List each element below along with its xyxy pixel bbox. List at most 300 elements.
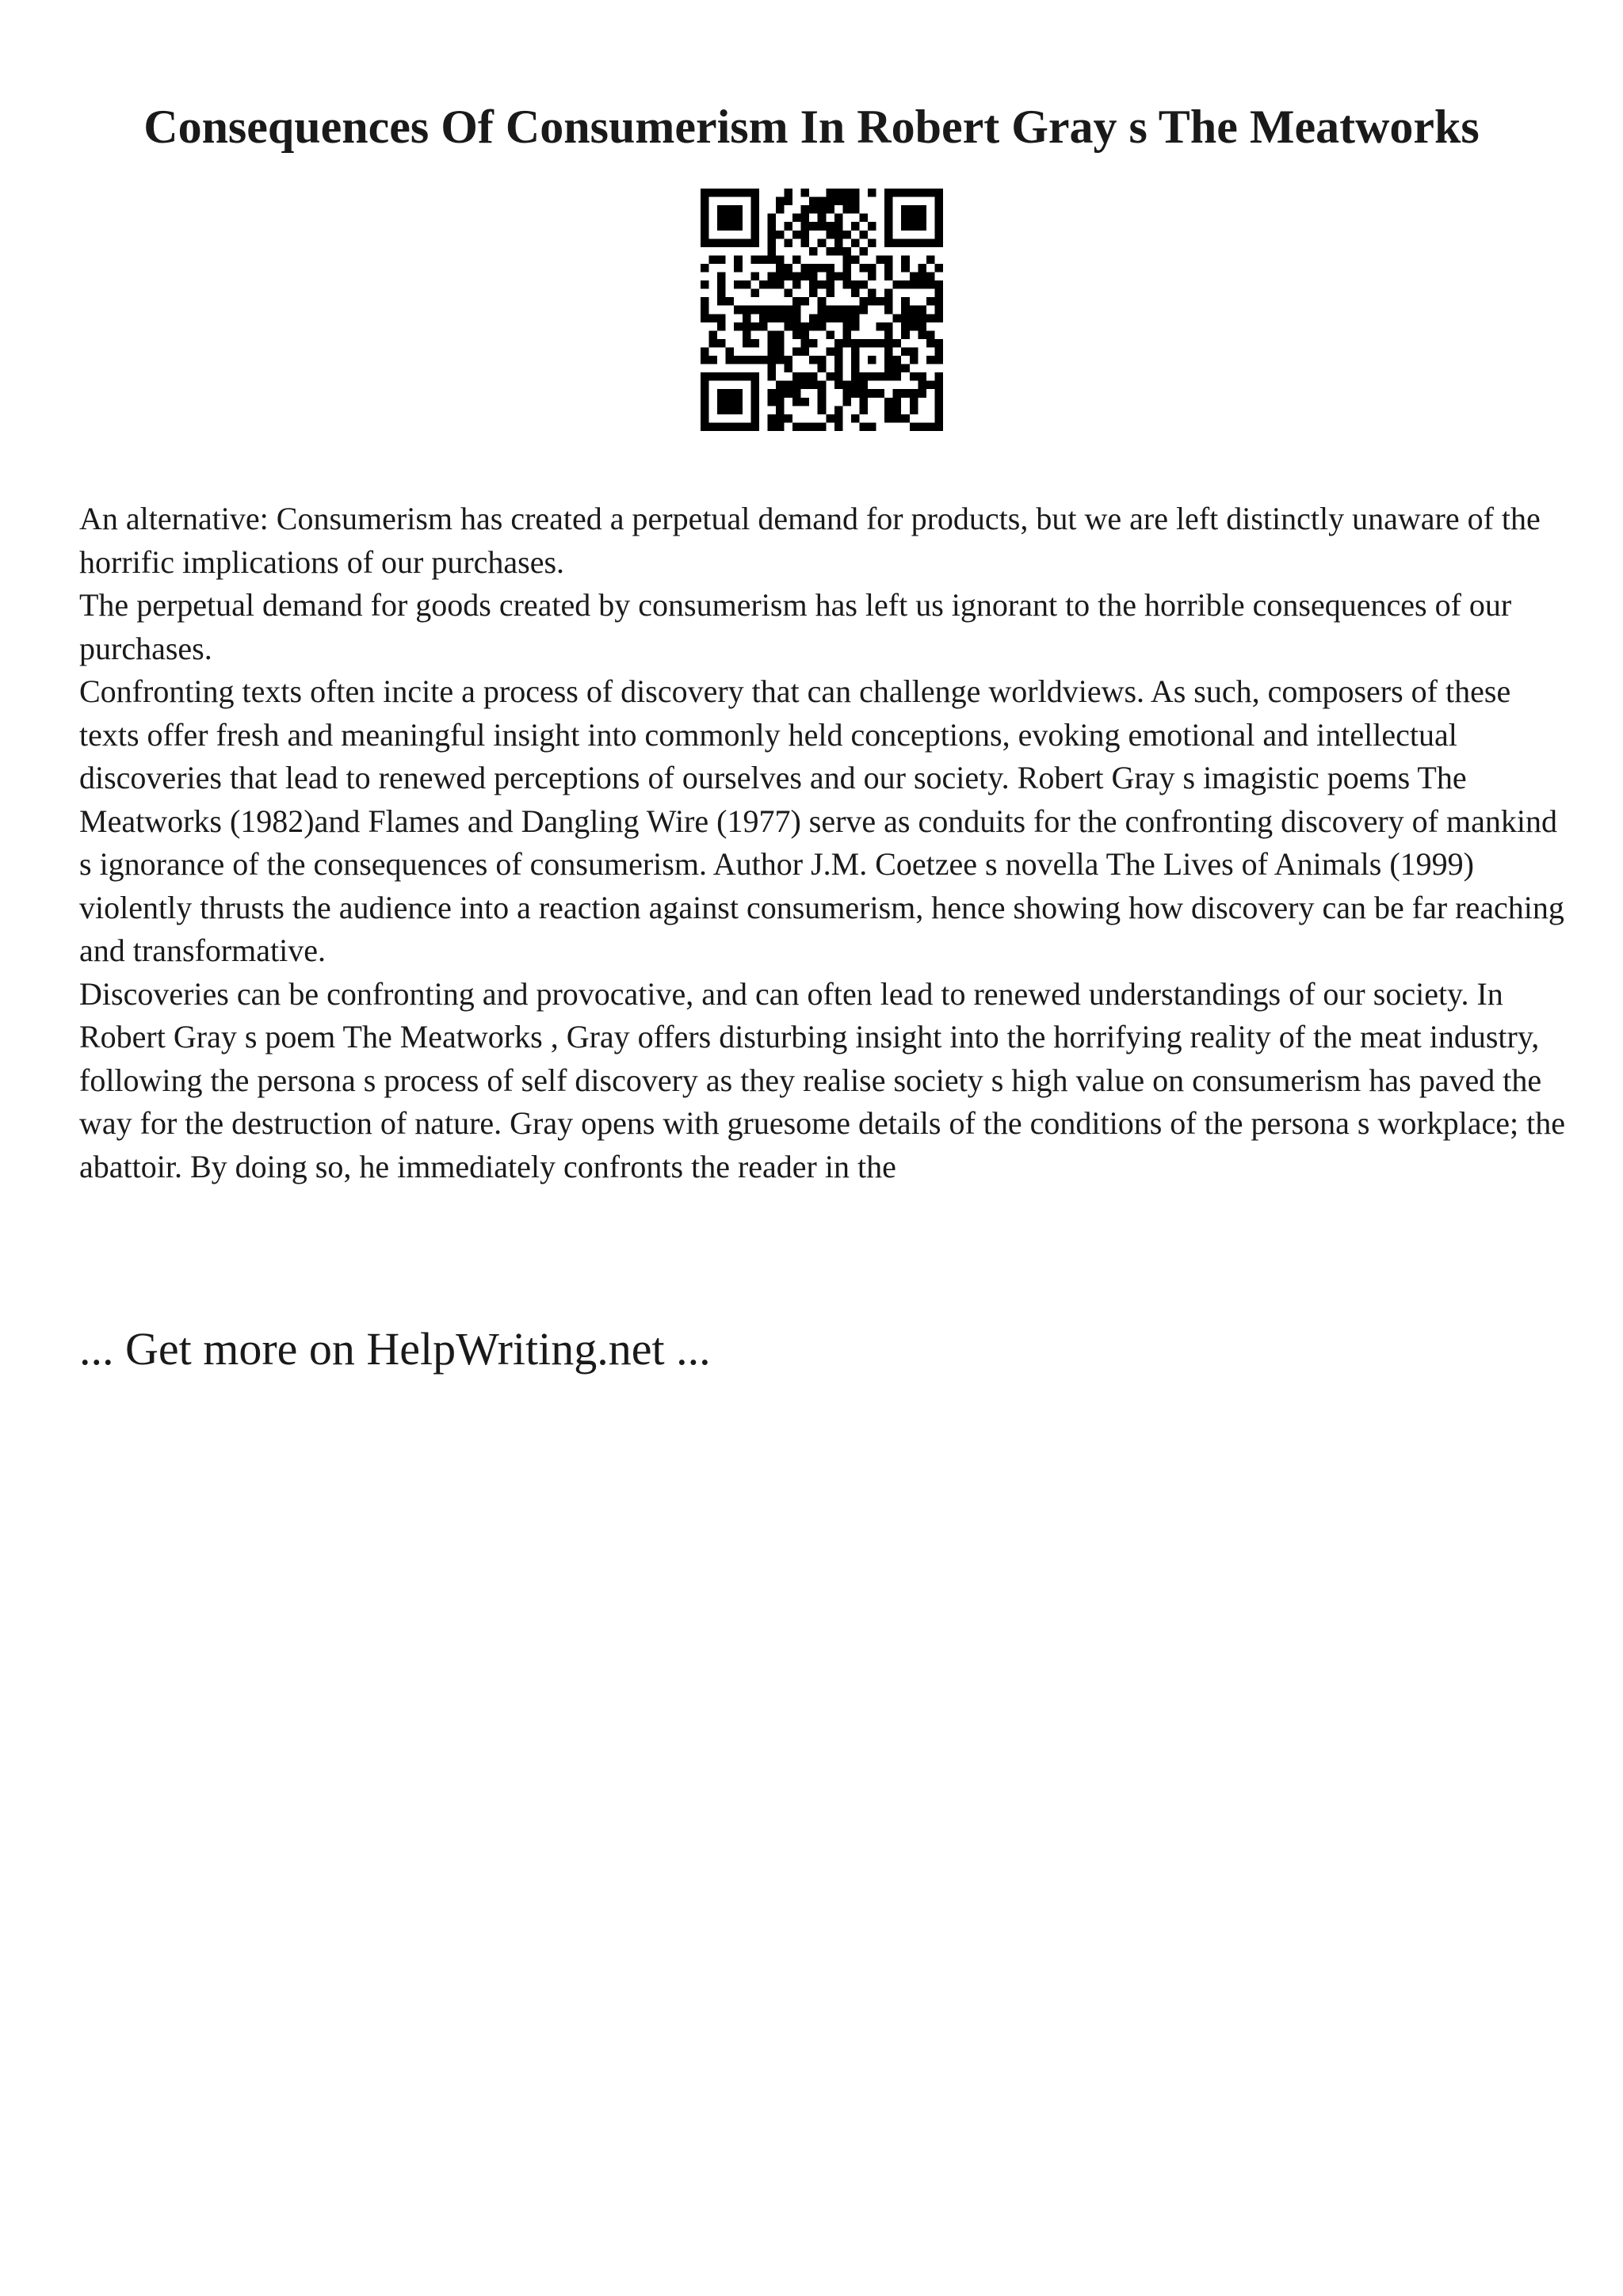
qr-module — [701, 231, 709, 239]
qr-module — [734, 255, 743, 264]
qr-module — [785, 364, 793, 373]
qr-module — [818, 389, 827, 398]
qr-module — [934, 414, 943, 423]
qr-module — [842, 273, 851, 281]
qr-module — [792, 273, 801, 281]
qr-module — [809, 264, 818, 273]
qr-module — [918, 389, 926, 398]
qr-module — [851, 205, 860, 214]
qr-module — [792, 347, 801, 356]
qr-module — [893, 372, 902, 381]
qr-module — [868, 264, 876, 273]
qr-module — [826, 414, 834, 423]
qr-module — [717, 255, 726, 264]
qr-module — [818, 197, 827, 206]
qr-module — [926, 381, 935, 390]
qr-module — [717, 406, 726, 414]
qr-module — [750, 222, 759, 231]
qr-module — [893, 389, 902, 398]
qr-module — [918, 280, 926, 289]
qr-module — [842, 205, 851, 214]
qr-module — [918, 422, 926, 431]
qr-module — [893, 398, 902, 406]
qr-module — [776, 347, 785, 356]
qr-module — [776, 339, 785, 348]
qr-module — [750, 306, 759, 315]
qr-module — [759, 280, 768, 289]
qr-module — [934, 356, 943, 364]
qr-module — [934, 231, 943, 239]
qr-module — [785, 197, 793, 206]
qr-module — [717, 314, 726, 322]
qr-module — [785, 314, 793, 322]
qr-module — [809, 381, 818, 390]
qr-module — [726, 406, 735, 414]
qr-module — [734, 372, 743, 381]
qr-module — [767, 214, 776, 223]
qr-module — [901, 255, 910, 264]
qr-module — [926, 189, 935, 197]
qr-module — [901, 205, 910, 214]
qr-module — [785, 306, 793, 315]
qr-module — [826, 189, 834, 197]
qr-module — [918, 372, 926, 381]
qr-module — [859, 297, 868, 306]
qr-module — [859, 381, 868, 390]
qr-module — [842, 339, 851, 348]
qr-module — [750, 255, 759, 264]
qr-module — [901, 330, 910, 339]
qr-module — [884, 339, 893, 348]
qr-module — [918, 273, 926, 281]
qr-module — [868, 289, 876, 298]
qr-module — [734, 264, 743, 273]
qr-module — [776, 264, 785, 273]
qr-module — [701, 414, 709, 423]
qr-module — [776, 273, 785, 281]
qr-module — [834, 314, 843, 322]
qr-module — [785, 273, 793, 281]
qr-module — [834, 273, 843, 281]
qr-module — [767, 247, 776, 256]
qr-module — [801, 339, 810, 348]
qr-module — [851, 381, 860, 390]
qr-module — [901, 297, 910, 306]
qr-module — [859, 214, 868, 223]
qr-module — [934, 189, 943, 197]
qr-module — [918, 314, 926, 322]
qr-module — [926, 339, 935, 348]
qr-module — [701, 398, 709, 406]
qr-module — [876, 322, 885, 331]
qr-module — [884, 222, 893, 231]
qr-module — [792, 297, 801, 306]
qr-module — [884, 406, 893, 414]
qr-module — [717, 238, 726, 247]
qr-module — [884, 364, 893, 373]
qr-module — [734, 389, 743, 398]
qr-module — [818, 398, 827, 406]
qr-module — [743, 422, 751, 431]
qr-module — [842, 389, 851, 398]
qr-module — [834, 347, 843, 356]
qr-module — [842, 314, 851, 322]
qr-module — [734, 398, 743, 406]
qr-module — [801, 347, 810, 356]
qr-module — [884, 214, 893, 223]
qr-module — [910, 389, 918, 398]
qr-module — [834, 372, 843, 381]
qr-module — [709, 330, 718, 339]
qr-module — [934, 339, 943, 348]
qr-module — [792, 280, 801, 289]
qr-module — [884, 273, 893, 281]
qr-module — [767, 414, 776, 423]
qr-module — [743, 339, 751, 348]
qr-module — [792, 398, 801, 406]
qr-module — [701, 356, 709, 364]
qr-module — [926, 314, 935, 322]
qr-module — [893, 414, 902, 423]
qr-module — [851, 289, 860, 298]
qr-module — [901, 238, 910, 247]
qr-module — [893, 238, 902, 247]
qr-module — [842, 322, 851, 331]
qr-module — [826, 289, 834, 298]
qr-module — [809, 197, 818, 206]
qr-module — [759, 356, 768, 364]
qr-module — [759, 322, 768, 331]
qr-module — [934, 214, 943, 223]
qr-module — [884, 231, 893, 239]
qr-module — [859, 231, 868, 239]
qr-module — [801, 330, 810, 339]
qr-module — [884, 264, 893, 273]
qr-module — [809, 339, 818, 348]
qr-module — [910, 273, 918, 281]
qr-module — [726, 356, 735, 364]
qr-module — [701, 214, 709, 223]
qr-module — [934, 306, 943, 315]
qr-module — [701, 280, 709, 289]
qr-module — [726, 372, 735, 381]
qr-module — [750, 381, 759, 390]
qr-module — [826, 264, 834, 273]
qr-module — [842, 330, 851, 339]
qr-module — [701, 222, 709, 231]
qr-module — [910, 398, 918, 406]
qr-module — [901, 389, 910, 398]
qr-module — [809, 356, 818, 364]
qr-module — [734, 222, 743, 231]
qr-module — [934, 389, 943, 398]
qr-module — [809, 273, 818, 281]
qr-module — [750, 414, 759, 423]
qr-module — [918, 222, 926, 231]
qr-module — [884, 322, 893, 331]
qr-module — [842, 255, 851, 264]
qr-module — [918, 322, 926, 331]
qr-module — [842, 247, 851, 256]
qr-module — [701, 189, 709, 197]
qr-module — [767, 372, 776, 381]
qr-module — [826, 330, 834, 339]
qr-module — [743, 280, 751, 289]
qr-module — [851, 238, 860, 247]
qr-module — [910, 189, 918, 197]
qr-module — [792, 314, 801, 322]
qr-module — [726, 389, 735, 398]
qr-module — [701, 264, 709, 273]
qr-module — [884, 238, 893, 247]
qr-module — [842, 189, 851, 197]
qr-module — [851, 389, 860, 398]
qr-module — [809, 205, 818, 214]
qr-module — [826, 273, 834, 281]
qr-module — [717, 205, 726, 214]
qr-module — [934, 372, 943, 381]
qr-module — [809, 280, 818, 289]
qr-module — [851, 372, 860, 381]
qr-module — [709, 339, 718, 348]
qr-module — [767, 330, 776, 339]
qr-module — [734, 214, 743, 223]
qr-module — [893, 339, 902, 348]
qr-module — [834, 231, 843, 239]
qr-module — [792, 389, 801, 398]
qr-module — [934, 381, 943, 390]
qr-module — [701, 238, 709, 247]
qr-module — [901, 189, 910, 197]
qr-module — [868, 422, 876, 431]
qr-module — [776, 197, 785, 206]
qr-module — [926, 255, 935, 264]
qr-module — [717, 289, 726, 298]
qr-module — [801, 322, 810, 331]
qr-module — [785, 238, 793, 247]
qr-module — [701, 381, 709, 390]
qr-module — [776, 406, 785, 414]
qr-module — [826, 197, 834, 206]
qr-module — [743, 306, 751, 315]
qr-module — [859, 247, 868, 256]
qr-module — [785, 189, 793, 197]
paragraph-1: An alternative: Consumerism has created a perpetual demand for products, but we are left distinctly unaware of the horrific implications of our purchases. — [79, 501, 1541, 580]
qr-module — [851, 322, 860, 331]
qr-module — [918, 306, 926, 315]
qr-module — [792, 214, 801, 223]
qr-module — [750, 398, 759, 406]
qr-module — [868, 222, 876, 231]
qr-module — [934, 422, 943, 431]
qr-module — [834, 406, 843, 414]
qr-module — [826, 347, 834, 356]
qr-module — [818, 205, 827, 214]
qr-module — [901, 222, 910, 231]
get-more-link[interactable]: ... Get more on HelpWriting.net ... — [79, 1323, 711, 1375]
qr-module — [701, 406, 709, 414]
qr-module — [901, 314, 910, 322]
qr-module — [818, 356, 827, 364]
qr-module — [801, 398, 810, 406]
qr-module — [851, 306, 860, 315]
qr-module — [859, 398, 868, 406]
qr-module — [776, 381, 785, 390]
qr-module — [910, 306, 918, 315]
qr-module — [743, 314, 751, 322]
qr-module — [934, 222, 943, 231]
qr-module — [759, 306, 768, 315]
qr-module — [851, 197, 860, 206]
qr-module — [809, 222, 818, 231]
qr-module — [818, 264, 827, 273]
qr-module — [918, 238, 926, 247]
qr-module — [868, 238, 876, 247]
qr-module — [767, 238, 776, 247]
qr-module — [918, 214, 926, 223]
qr-module — [776, 356, 785, 364]
qr-module — [792, 381, 801, 390]
qr-module — [701, 389, 709, 398]
qr-module — [792, 322, 801, 331]
qr-module — [934, 264, 943, 273]
qr-module — [743, 322, 751, 331]
paragraph-4: Discoveries can be confronting and provocative, and can often lead to renewed understandings of our society. In Robert Gray s poem The Meatworks , Gray offers disturbing insight into the horrifying reality of the meat industry, following the persona s process of self discovery as they realise society s high value on consumerism has paved the way for the destruction of nature. Gray opens with gruesome details of the conditions of the persona s workplace; the abattoir. By doing so, he immediately confronts the reader in the — [79, 975, 1566, 1184]
qr-module — [826, 222, 834, 231]
qr-module — [701, 205, 709, 214]
qr-module — [934, 398, 943, 406]
qr-module — [901, 264, 910, 273]
qr-module — [801, 231, 810, 239]
qr-module — [859, 372, 868, 381]
qr-module — [767, 364, 776, 373]
qr-module — [818, 306, 827, 315]
qr-module — [701, 347, 709, 356]
qr-module — [851, 189, 860, 197]
qr-module — [717, 389, 726, 398]
qr-module — [818, 214, 827, 223]
qr-module — [884, 347, 893, 356]
qr-module — [701, 197, 709, 206]
qr-module — [884, 189, 893, 197]
qr-module — [859, 339, 868, 348]
qr-module — [792, 255, 801, 264]
qr-module — [859, 264, 868, 273]
qr-module — [901, 322, 910, 331]
qr-module — [934, 297, 943, 306]
qr-module — [910, 314, 918, 322]
qr-module — [818, 364, 827, 373]
qr-module — [767, 314, 776, 322]
qr-module — [834, 364, 843, 373]
qr-module — [785, 289, 793, 298]
qr-module — [834, 222, 843, 231]
qr-module — [901, 280, 910, 289]
qr-module — [776, 414, 785, 423]
qr-module — [834, 247, 843, 256]
qr-module — [717, 398, 726, 406]
qr-module — [717, 297, 726, 306]
qr-module — [785, 222, 793, 231]
qr-module — [701, 422, 709, 431]
qr-module — [826, 231, 834, 239]
qr-module — [785, 322, 793, 331]
qr-module — [776, 255, 785, 264]
qr-module — [750, 189, 759, 197]
qr-module — [709, 422, 718, 431]
qr-module — [785, 389, 793, 398]
qr-module — [709, 372, 718, 381]
document-body — [79, 498, 1569, 1188]
qr-module — [818, 422, 827, 431]
qr-module — [717, 372, 726, 381]
qr-module — [801, 189, 810, 197]
qr-module — [767, 306, 776, 315]
qr-module — [859, 389, 868, 398]
qr-module — [767, 231, 776, 239]
qr-module — [826, 372, 834, 381]
qr-module — [834, 422, 843, 431]
qr-module — [826, 247, 834, 256]
qr-module — [776, 389, 785, 398]
qr-module — [884, 297, 893, 306]
qr-module — [776, 231, 785, 239]
qr-module — [750, 289, 759, 298]
qr-module — [910, 238, 918, 247]
qr-module — [809, 322, 818, 331]
qr-module — [709, 255, 718, 264]
qr-module — [834, 381, 843, 390]
qr-module — [834, 306, 843, 315]
qr-module — [785, 356, 793, 364]
qr-module — [717, 273, 726, 281]
qr-module — [826, 280, 834, 289]
qr-module — [910, 422, 918, 431]
paragraph-2: The perpetual demand for goods created by consumerism has left us ignorant to the horrible consequences of our purchases. — [79, 587, 1512, 666]
qr-module — [893, 364, 902, 373]
qr-module — [701, 314, 709, 322]
qr-module — [750, 339, 759, 348]
qr-module — [717, 222, 726, 231]
qr-module — [750, 356, 759, 364]
qr-module — [734, 189, 743, 197]
qr-module — [868, 339, 876, 348]
qr-module — [884, 356, 893, 364]
qr-module — [809, 422, 818, 431]
qr-module — [851, 255, 860, 264]
qr-module — [918, 205, 926, 214]
qr-module — [851, 314, 860, 322]
qr-module — [750, 238, 759, 247]
qr-module — [767, 273, 776, 281]
qr-module — [818, 322, 827, 331]
qr-module — [809, 314, 818, 322]
qr-module — [818, 381, 827, 390]
qr-module — [926, 280, 935, 289]
qr-module — [734, 306, 743, 315]
qr-module — [918, 189, 926, 197]
qr-module — [910, 406, 918, 414]
qr-module — [767, 339, 776, 348]
qr-module — [717, 322, 726, 331]
qr-module — [750, 422, 759, 431]
qr-module — [792, 422, 801, 431]
qr-module — [859, 422, 868, 431]
qr-module — [734, 356, 743, 364]
qr-module — [901, 347, 910, 356]
qr-module — [934, 197, 943, 206]
qr-module — [834, 189, 843, 197]
